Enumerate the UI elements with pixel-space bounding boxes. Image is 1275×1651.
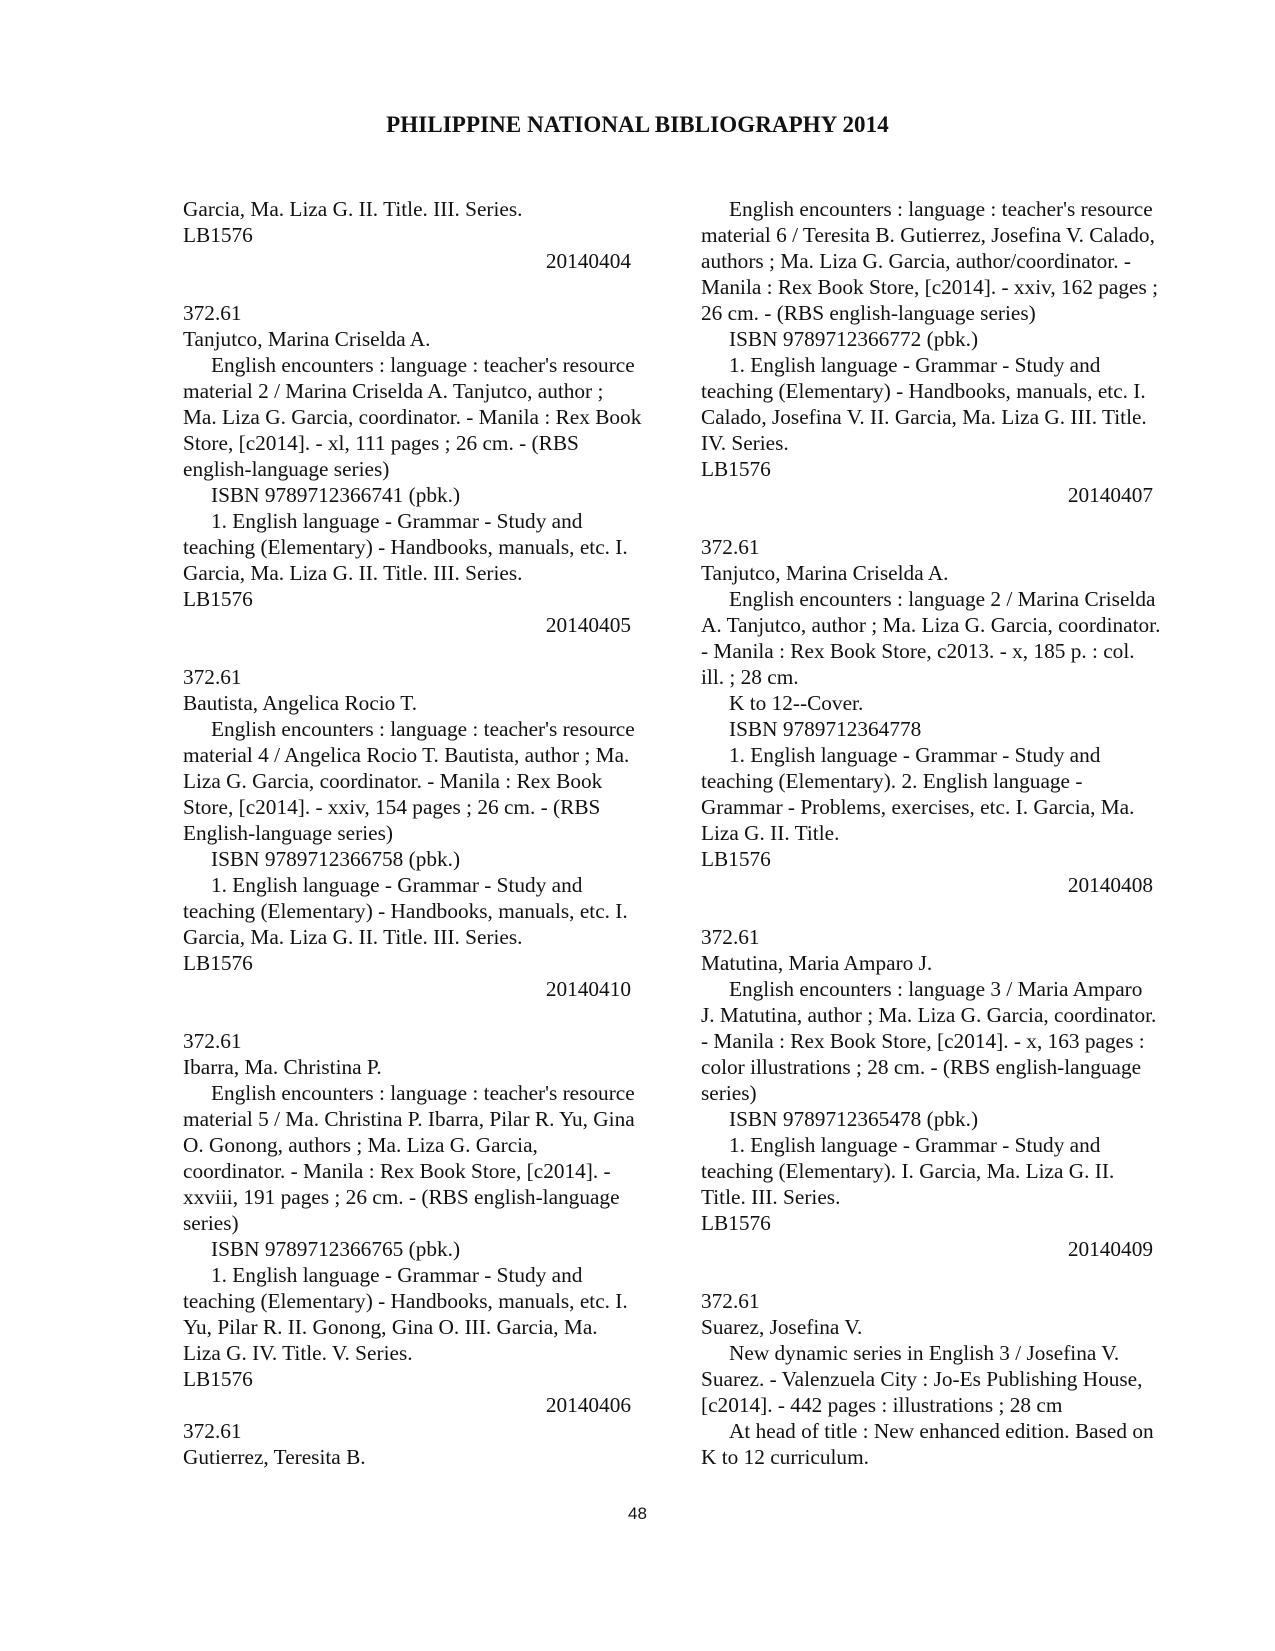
text-line: xxviii, 191 pages ; 26 cm. - (RBS english-language <box>183 1185 620 1209</box>
classification-number: 372.61 <box>701 925 760 949</box>
isbn-line: ISBN 9789712366741 (pbk.) <box>211 483 461 507</box>
text-line: Store, [c2014]. - xl, 111 pages ; 26 cm. - (RBS <box>183 431 579 455</box>
text-line: English encounters : language : teacher's resource <box>211 1081 635 1105</box>
text-line: teaching (Elementary) - Handbooks, manuals, etc. I. <box>183 899 628 923</box>
call-number: LB1576 <box>701 457 771 481</box>
text-line: - Manila : Rex Book Store, c2013. - x, 185 p. : col. <box>701 639 1135 663</box>
text-line: series) <box>701 1081 757 1105</box>
text-line: A. Tanjutco, author ; Ma. Liza G. Garcia, coordinator. <box>701 613 1161 637</box>
isbn-line: ISBN 9789712365478 (pbk.) <box>729 1107 979 1131</box>
classification-number: 372.61 <box>183 301 242 325</box>
spacer <box>701 508 1177 534</box>
spacer <box>701 1262 1177 1288</box>
spacer <box>183 274 655 300</box>
record-number: 20140410 <box>545 977 631 1001</box>
text-line: New dynamic series in English 3 / Josefina V. <box>729 1341 1120 1365</box>
text-line: Ma. Liza G. Garcia, coordinator. - Manila : Rex Book <box>183 405 642 429</box>
text-line: teaching (Elementary) - Handbooks, manuals, etc. I. <box>183 1289 628 1313</box>
text-line: 1. English language - Grammar - Study and <box>729 743 1101 767</box>
text-line: 1. English language - Grammar - Study and <box>211 1263 583 1287</box>
text-line: Title. III. Series. <box>701 1185 841 1209</box>
text-line: English encounters : language 2 / Marina Criselda <box>729 587 1156 611</box>
text-line: Garcia, Ma. Liza G. II. Title. III. Series. <box>183 197 523 221</box>
text-line: English encounters : language : teacher's resource <box>211 353 635 377</box>
text-line: material 2 / Marina Criselda A. Tanjutco, author ; <box>183 379 604 403</box>
text-line: J. Matutina, author ; Ma. Liza G. Garcia, coordinator. <box>701 1003 1157 1027</box>
classification-number: 372.61 <box>701 1289 760 1313</box>
text-line: 1. English language - Grammar - Study and <box>211 873 583 897</box>
record-number: 20140404 <box>545 249 631 273</box>
isbn-line: ISBN 9789712366765 (pbk.) <box>211 1237 461 1261</box>
spacer <box>183 1002 655 1028</box>
text-line: authors ; Ma. Liza G. Garcia, author/coordinator. - <box>701 249 1131 273</box>
text-line: teaching (Elementary). I. Garcia, Ma. Liza G. II. <box>701 1159 1115 1183</box>
text-line: English encounters : language : teacher's resource <box>729 197 1153 221</box>
call-number: LB1576 <box>183 587 253 611</box>
left-column <box>183 196 655 1470</box>
author-heading: Ibarra, Ma. Christina P. <box>183 1055 382 1079</box>
text-line: - Manila : Rex Book Store, [c2014]. - x, 163 pages : <box>701 1029 1145 1053</box>
call-number: LB1576 <box>183 1367 253 1391</box>
text-line: IV. Series. <box>701 431 789 455</box>
text-line: material 4 / Angelica Rocio T. Bautista, author ; Ma. <box>183 743 630 767</box>
record-number: 20140408 <box>1067 873 1153 897</box>
text-line: K to 12 curriculum. <box>701 1445 869 1469</box>
text-line: 1. English language - Grammar - Study and <box>729 353 1101 377</box>
text-line: [c2014]. - 442 pages : illustrations ; 28 cm <box>701 1393 1063 1417</box>
text-line: English-language series) <box>183 821 393 845</box>
classification-number: 372.61 <box>183 1029 242 1053</box>
text-line: english-language series) <box>183 457 390 481</box>
record-number: 20140406 <box>545 1393 631 1417</box>
page-title: PHILIPPINE NATIONAL BIBLIOGRAPHY 2014 <box>386 112 889 137</box>
text-line: English encounters : language 3 / Maria Amparo <box>729 977 1143 1001</box>
classification-number: 372.61 <box>183 1419 242 1443</box>
author-heading: Gutierrez, Teresita B. <box>183 1445 366 1469</box>
call-number: LB1576 <box>183 951 253 975</box>
record-number: 20140407 <box>1067 483 1153 507</box>
isbn-line: ISBN 9789712366772 (pbk.) <box>729 327 979 351</box>
note-line: K to 12--Cover. <box>729 691 864 715</box>
author-heading: Matutina, Maria Amparo J. <box>701 951 933 975</box>
note-line: At head of title : New enhanced edition. Based on <box>729 1419 1154 1443</box>
call-number: LB1576 <box>701 1211 771 1235</box>
text-line: 1. English language - Grammar - Study and <box>729 1133 1101 1157</box>
author-heading: Tanjutco, Marina Criselda A. <box>701 561 949 585</box>
text-line: English encounters : language : teacher's resource <box>211 717 635 741</box>
text-line: 26 cm. - (RBS english-language series) <box>701 301 1036 325</box>
spacer <box>183 638 655 664</box>
text-line: Garcia, Ma. Liza G. II. Title. III. Series. <box>183 561 523 585</box>
classification-number: 372.61 <box>183 665 242 689</box>
text-line: material 5 / Ma. Christina P. Ibarra, Pilar R. Yu, Gina <box>183 1107 635 1131</box>
text-line: Grammar - Problems, exercises, etc. I. Garcia, Ma. <box>701 795 1135 819</box>
text-line: Garcia, Ma. Liza G. II. Title. III. Series. <box>183 925 523 949</box>
classification-number: 372.61 <box>701 535 760 559</box>
author-heading: Suarez, Josefina V. <box>701 1315 863 1339</box>
record-number: 20140405 <box>545 613 631 637</box>
isbn-line: ISBN 9789712366758 (pbk.) <box>211 847 461 871</box>
text-line: Liza G. Garcia, coordinator. - Manila : Rex Book <box>183 769 603 793</box>
text-line: teaching (Elementary). 2. English language - <box>701 769 1083 793</box>
text-line: color illustrations ; 28 cm. - (RBS english-language <box>701 1055 1142 1079</box>
text-line: material 6 / Teresita B. Gutierrez, Josefina V. Calado, <box>701 223 1155 247</box>
author-heading: Bautista, Angelica Rocio T. <box>183 691 418 715</box>
text-line: 1. English language - Grammar - Study and <box>211 509 583 533</box>
right-column <box>701 196 1177 1470</box>
text-line: Store, [c2014]. - xxiv, 154 pages ; 26 cm. - (RBS <box>183 795 601 819</box>
text-line: Yu, Pilar R. II. Gonong, Gina O. III. Garcia, Ma. <box>183 1315 598 1339</box>
text-line: Calado, Josefina V. II. Garcia, Ma. Liza G. III. Title. <box>701 405 1147 429</box>
page-number: 48 <box>628 1504 647 1523</box>
isbn-line: ISBN 9789712364778 <box>729 717 922 741</box>
author-heading: Tanjutco, Marina Criselda A. <box>183 327 431 351</box>
record-number: 20140409 <box>1067 1237 1153 1261</box>
text-line: O. Gonong, authors ; Ma. Liza G. Garcia, <box>183 1133 538 1157</box>
call-number: LB1576 <box>183 223 253 247</box>
text-line: ill. ; 28 cm. <box>701 665 799 689</box>
text-line: Liza G. II. Title. <box>701 821 840 845</box>
text-line: series) <box>183 1211 239 1235</box>
text-line: Manila : Rex Book Store, [c2014]. - xxiv, 162 pages ; <box>701 275 1159 299</box>
text-line: Suarez. - Valenzuela City : Jo-Es Publishing House, <box>701 1367 1143 1391</box>
text-line: coordinator. - Manila : Rex Book Store, [c2014]. - <box>183 1159 611 1183</box>
text-line: teaching (Elementary) - Handbooks, manuals, etc. I. <box>701 379 1146 403</box>
call-number: LB1576 <box>701 847 771 871</box>
text-line: Liza G. IV. Title. V. Series. <box>183 1341 413 1365</box>
text-line: teaching (Elementary) - Handbooks, manuals, etc. I. <box>183 535 628 559</box>
spacer <box>701 898 1177 924</box>
